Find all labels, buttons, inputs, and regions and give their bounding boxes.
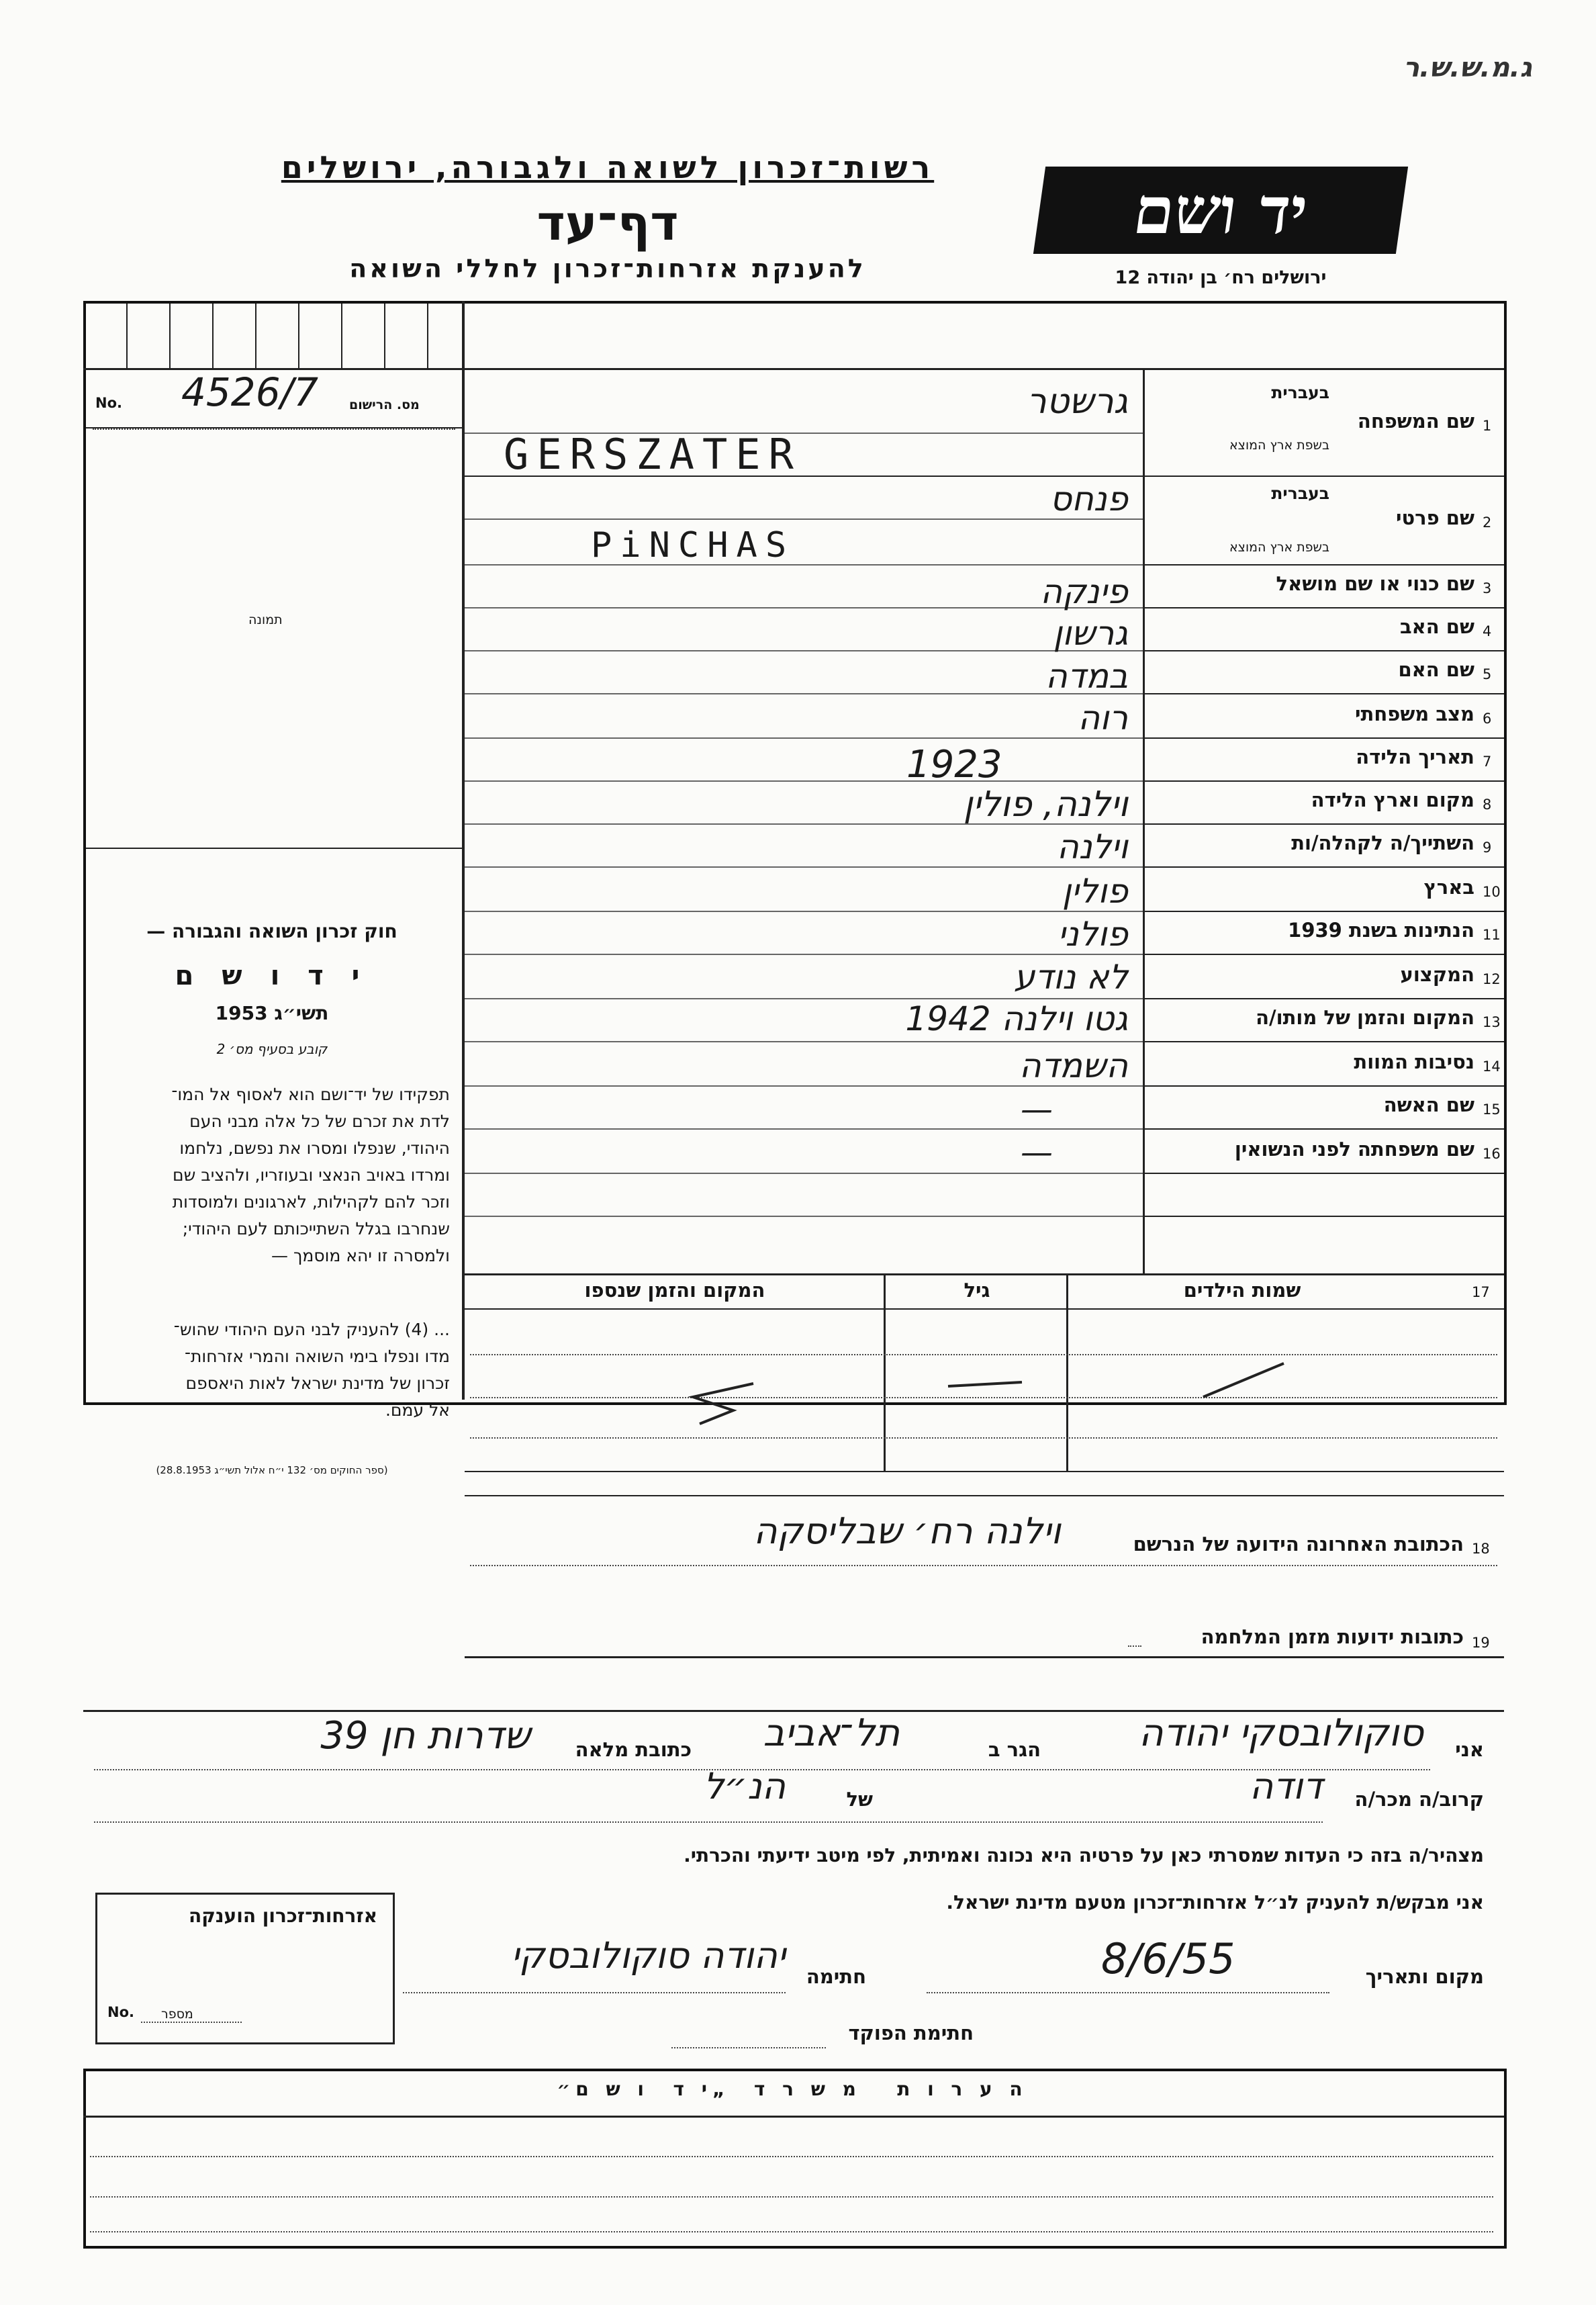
law-paragraph-1: תפקידו של יד־ושם הוא לאסוף אל המו־ לדת את זכרם של כל אלה מבני העם היהודי, שנפלו ומסרו את נפשם, נלחמו ומרדו באויב הנאצי ובעוזריו, ולהציב שם וזכר להם לקהילות, לארגונים ולמוסדות שנחרבו בגלל השתייכותם לעם היהודי; ולמסרה זו יהא מוסמך — bbox=[171, 1085, 450, 1265]
field-2-sub-hebrew: בעברית bbox=[1271, 484, 1329, 503]
officer-signature-label: חתימת הפוקד bbox=[848, 2022, 974, 2044]
authority-title: רשות־זכרון לשואה ולגבורה, ירושלים bbox=[281, 149, 935, 185]
field-7-label: תאריך הלידה bbox=[1356, 745, 1474, 768]
declarant-name[interactable]: סוקולובסקי יהודה bbox=[1139, 1711, 1423, 1755]
field-1-value-hebrew[interactable]: גרשטר bbox=[1027, 381, 1128, 422]
field-5-value[interactable]: במדה bbox=[1045, 657, 1128, 696]
field-4-value[interactable]: גרשון bbox=[1053, 614, 1128, 653]
field-19-label: כתובות ידועות מזמן המלחמה bbox=[1201, 1625, 1464, 1648]
registration-no-label: No. bbox=[95, 395, 122, 411]
field-10-value[interactable]: פולין bbox=[1062, 872, 1128, 911]
declarant-ani: אני bbox=[1455, 1738, 1484, 1761]
field-6-value[interactable]: רוה bbox=[1078, 698, 1128, 737]
field-18-label: הכתובת האחרונה הידועה של הנרשם bbox=[1133, 1533, 1464, 1555]
field-2-value-origin[interactable]: PiNCHAS bbox=[591, 525, 795, 566]
field-12-value[interactable]: לא נודע bbox=[1014, 958, 1128, 997]
field-14-label: נסיבות המוות bbox=[1354, 1050, 1474, 1073]
field-12-number: 12 bbox=[1483, 971, 1501, 987]
logo-address: ירושלים רח׳ בן יהודה 12 bbox=[1115, 267, 1327, 288]
field-2-value-hebrew[interactable]: פנחס bbox=[1049, 480, 1128, 518]
relation-of-label: של bbox=[846, 1788, 873, 1811]
field-5-label: שם האם bbox=[1398, 658, 1474, 681]
law-source: (ספר החוקים מס׳ 132 י״ח אלול תשי״ג 28.8.1953) bbox=[156, 1464, 388, 1476]
field-16-value[interactable]: — bbox=[1021, 1134, 1053, 1171]
field-18-value[interactable]: וילנה רח׳ שבליסקה bbox=[753, 1510, 1061, 1552]
field-13-label: המקום והזמן של מותו/ה bbox=[1256, 1006, 1474, 1029]
field-11-label: הנתינות בשנת 1939 bbox=[1288, 919, 1474, 942]
field-9-label: השתייך/ה לקהלה/ות bbox=[1291, 831, 1474, 854]
field-19-number: 19 bbox=[1472, 1635, 1490, 1651]
field-13-value[interactable]: גטו וילנה 1942 bbox=[905, 999, 1128, 1038]
declaration-request: אני מבקש/ת להעניק לנ״ל אזרחות־זכרון מטעם מדינת ישראל. bbox=[946, 1891, 1484, 1913]
field-8-label: מקום וארץ הלידה bbox=[1311, 788, 1474, 811]
declarant-city[interactable]: תל־אביב bbox=[763, 1711, 900, 1755]
field-1-sub-origin: בשפת ארץ המוצא bbox=[1229, 438, 1329, 453]
law-title: חוק זכרון השואה והגבורה — bbox=[146, 920, 397, 942]
law-year: תשי״ג 1953 bbox=[215, 1002, 329, 1024]
children-strikethrough-marks bbox=[465, 1310, 1504, 1471]
field-3-label: שם כנוי או שם מושאל bbox=[1276, 572, 1474, 595]
yad-vashem-logo: יד ושם bbox=[1033, 167, 1408, 254]
citizenship-no-label: No. bbox=[107, 2004, 134, 2020]
field-3-value[interactable]: פינקה bbox=[1040, 572, 1128, 611]
signature-label: חתימה bbox=[806, 1965, 866, 1988]
field-7-number: 7 bbox=[1483, 754, 1492, 770]
form-subtitle: להענקת אזרחות־זכרון לחללי השואה bbox=[349, 254, 866, 283]
photo-label: תמונה bbox=[248, 613, 283, 627]
field-8-number: 8 bbox=[1483, 797, 1492, 813]
signature-value[interactable]: יהודה סוקולובסקי bbox=[511, 1934, 786, 1977]
relation-label: קרוב/ה מכר/ה bbox=[1354, 1788, 1484, 1811]
law-clause: קובע בסעיף מס׳ 2 bbox=[216, 1041, 328, 1057]
field-16-number: 16 bbox=[1483, 1146, 1501, 1162]
field-18-number: 18 bbox=[1472, 1541, 1490, 1557]
field-11-value[interactable]: פולני bbox=[1058, 915, 1128, 954]
field-16-label: שם משפחתה לפני הנשואין bbox=[1234, 1138, 1474, 1161]
field-9-number: 9 bbox=[1483, 840, 1492, 856]
office-notes-title: ה ע ר ו ת מ ש ר ד „י ד ו ש ם״ bbox=[557, 2078, 1028, 2100]
field-10-label: בארץ bbox=[1423, 876, 1474, 899]
field-13-number: 13 bbox=[1483, 1014, 1501, 1030]
law-name: י ד ו ש ם bbox=[175, 960, 369, 991]
citizenship-number-label: מספר bbox=[161, 2007, 193, 2022]
field-2-number: 2 bbox=[1483, 514, 1492, 531]
field-1-sub-hebrew: בעברית bbox=[1271, 383, 1329, 402]
field-14-value[interactable]: השמדה bbox=[1019, 1046, 1128, 1085]
citizenship-box-title: אזרחות־זכרון הוענקה bbox=[189, 1905, 377, 1927]
place-date-label: מקום ותאריך bbox=[1365, 1965, 1484, 1988]
declarant-full-address[interactable]: שדרות חן 39 bbox=[320, 1714, 530, 1758]
law-paragraph-2: ... (4) להעניק לבני העם היהודי שהוש־ מדו ונפלו בימי השואה והמרי אזרחות־ זכרון של מדינת ישראל לאות היאספם אל עמם. bbox=[173, 1320, 450, 1420]
field-4-label: שם האב bbox=[1399, 615, 1474, 638]
place-date-value[interactable]: 8/6/55 bbox=[1101, 1934, 1235, 1983]
field-6-label: מצב משפחתי bbox=[1354, 703, 1474, 725]
relation-value[interactable]: דודה bbox=[1250, 1765, 1323, 1807]
field-17-number: 17 bbox=[1472, 1284, 1490, 1300]
children-col-age: גיל bbox=[964, 1279, 990, 1302]
field-1-value-origin[interactable]: GERSZATER bbox=[504, 430, 802, 479]
field-12-label: המקצוע bbox=[1400, 963, 1474, 986]
field-1-number: 1 bbox=[1483, 418, 1492, 434]
field-14-number: 14 bbox=[1483, 1058, 1501, 1075]
children-col-place: המקום והזמן שנספו bbox=[584, 1279, 765, 1302]
registration-label: מס. הרישום bbox=[349, 398, 420, 412]
field-2-sub-origin: בשפת ארץ המוצא bbox=[1229, 540, 1329, 555]
field-4-number: 4 bbox=[1483, 623, 1492, 639]
declarant-resides-label: הגר ב bbox=[988, 1738, 1041, 1761]
field-5-number: 5 bbox=[1483, 666, 1492, 682]
field-2-label: שם פרטי bbox=[1395, 506, 1474, 529]
field-9-value[interactable]: וילנה bbox=[1057, 827, 1128, 866]
form-title: דף־עד bbox=[536, 195, 679, 251]
field-15-number: 15 bbox=[1483, 1101, 1501, 1118]
field-8-value[interactable]: וילנה, פולין bbox=[963, 784, 1128, 825]
field-15-label: שם האשה bbox=[1383, 1093, 1474, 1116]
field-11-number: 11 bbox=[1483, 927, 1501, 943]
registration-number: 4526/7 bbox=[181, 369, 319, 415]
field-3-number: 3 bbox=[1483, 580, 1492, 596]
children-col-names: שמות הילדים bbox=[1183, 1279, 1301, 1302]
declaration-statement: מצהיר/ה בזה כי העדות שמסרתי כאן על פרטיה היא נכונה ואמיתית, לפי מיטב ידיעתי והכרתי. bbox=[684, 1844, 1484, 1866]
field-1-label: שם המשפחה bbox=[1357, 410, 1474, 433]
declarant-full-address-label: כתובת מלאה bbox=[575, 1738, 692, 1761]
field-15-value[interactable]: — bbox=[1021, 1091, 1053, 1128]
field-10-number: 10 bbox=[1483, 884, 1501, 900]
field-7-value[interactable]: 1923 bbox=[906, 743, 1002, 786]
field-6-number: 6 bbox=[1483, 711, 1492, 727]
corner-stamp: ג.מ.ש.ש.ר bbox=[1403, 52, 1532, 83]
relation-of-value[interactable]: הנ״ל bbox=[703, 1765, 786, 1807]
